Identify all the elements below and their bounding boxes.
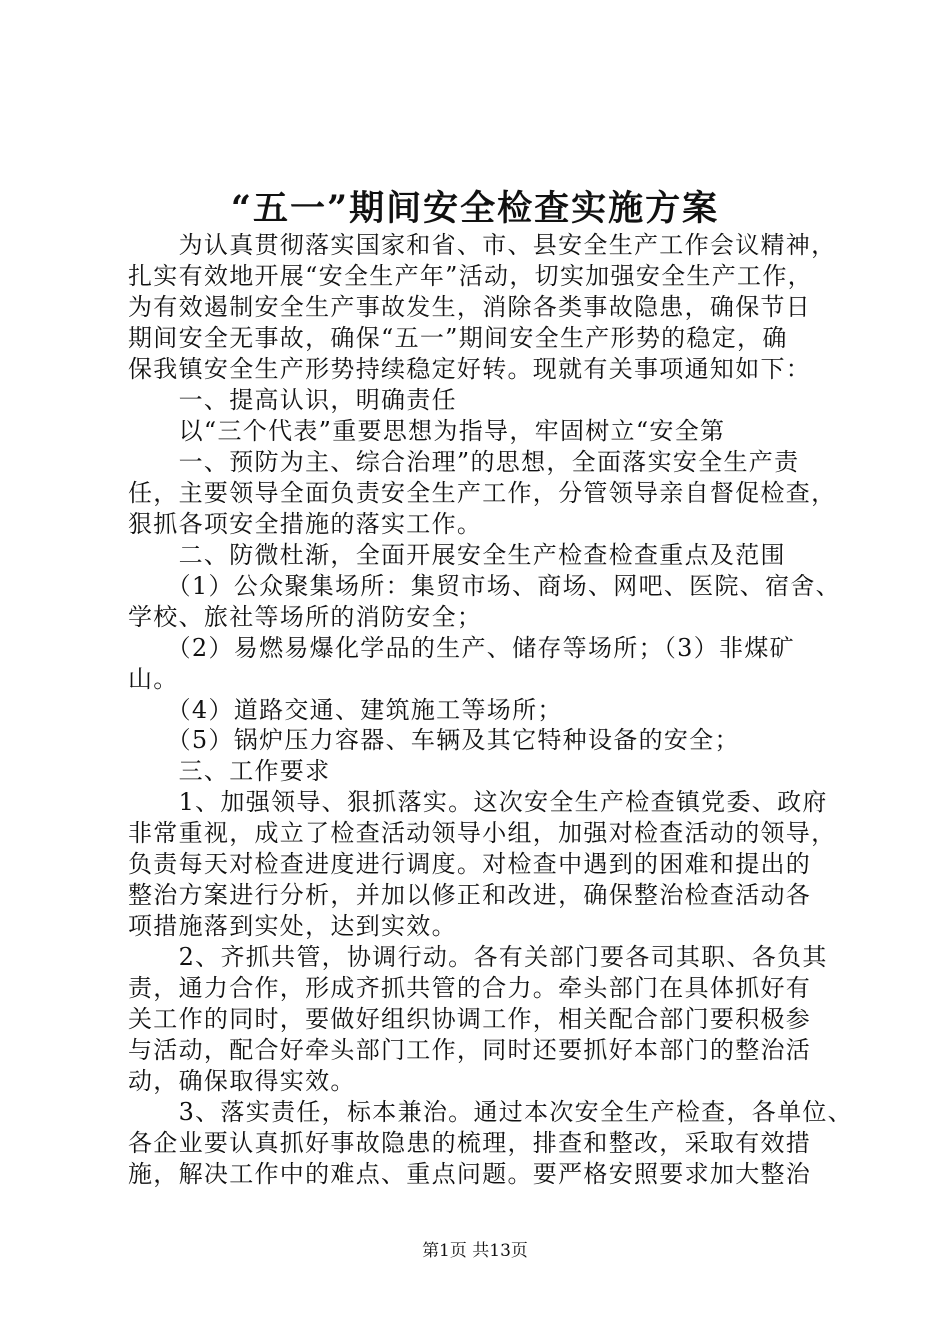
list-item: （1）公众聚集场所：集贸市场、商场、网吧、医院、宿舍、	[128, 572, 841, 600]
body-line: 各企业要认真抓好事故隐患的梳理，排查和整改，采取有效措	[128, 1129, 812, 1157]
body-line: 一、预防为主、综合治理”的思想，全面落实安全生产责	[128, 448, 800, 476]
body-line: 为有效遏制安全生产事故发生，消除各类事故隐患，确保节日	[128, 293, 812, 321]
body-line: 非常重视，成立了检查活动领导小组，加强对检查活动的领导，	[128, 819, 837, 847]
body-line: 期间安全无事故，确保“五一”期间安全生产形势的稳定，确	[128, 324, 788, 352]
body-line: 3、落实责任，标本兼治。通过本次安全生产检查，各单位、	[128, 1098, 853, 1126]
section-heading: 二、防微杜渐，全面开展安全生产检查检查重点及范围	[128, 541, 786, 569]
body-line: 负责每天对检查进度进行调度。对检查中遇到的困难和提出的	[128, 850, 812, 878]
body-line: 任，主要领导全面负责安全生产工作，分管领导亲自督促检查，	[128, 479, 837, 507]
body-line: 整治方案进行分析，并加以修正和改进，确保整治检查活动各	[128, 881, 812, 909]
body-line: 施，解决工作中的难点、重点问题。要严格安照要求加大整治	[128, 1160, 812, 1188]
body-line: 与活动，配合好牵头部门工作，同时还要抓好本部门的整治活	[128, 1036, 812, 1064]
body-line: 狠抓各项安全措施的落实工作。	[128, 510, 483, 538]
section-heading: 三、工作要求	[128, 757, 331, 785]
body-line: 扎实有效地开展“安全生产年”活动，切实加强安全生产工作，	[128, 262, 813, 290]
list-item: （5）锅炉压力容器、车辆及其它特种设备的安全；	[128, 726, 740, 754]
list-item: （2）易燃易爆化学品的生产、储存等场所；（3）非煤矿	[128, 634, 795, 662]
body-line: 1、加强领导、狠抓落实。这次安全生产检查镇党委、政府	[128, 788, 828, 816]
section-heading: 一、提高认识，明确责任	[128, 386, 457, 414]
body-line: 责，通力合作，形成齐抓共管的合力。牵头部门在具体抓好有	[128, 974, 812, 1002]
list-item: 山。	[128, 665, 179, 693]
page-number: 第1页 共13页	[422, 1241, 528, 1261]
body-line: 动，确保取得实效。	[128, 1067, 356, 1095]
body-line: 保我镇安全生产形势持续稳定好转。现就有关事项通知如下：	[128, 355, 812, 383]
body-line: 关工作的同时，要做好组织协调工作，相关配合部门要积极参	[128, 1005, 812, 1033]
body-line: 以“三个代表”重要思想为指导，牢固树立“安全第	[128, 417, 726, 445]
list-item: 学校、旅社等场所的消防安全；	[128, 603, 483, 631]
body-line: 为认真贯彻落实国家和省、市、县安全生产工作会议精神，	[128, 231, 837, 259]
body-line: 项措施落到实处，达到实效。	[128, 912, 457, 940]
body-line: 2、齐抓共管，协调行动。各有关部门要各司其职、各负其	[128, 943, 828, 971]
list-item: （4）道路交通、建筑施工等场所；	[128, 696, 563, 724]
document-title: “五一”期间安全检查实施方案	[230, 188, 720, 229]
